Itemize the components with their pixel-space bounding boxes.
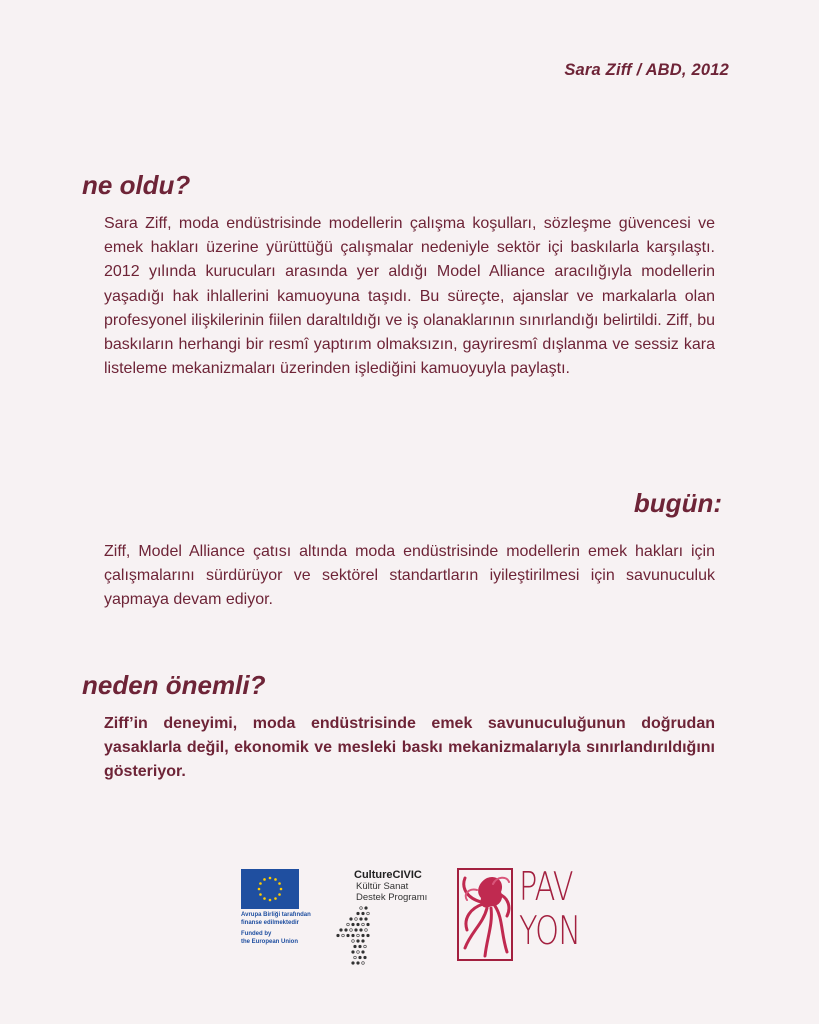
eu-label-line: finanse edilmektedir [241, 919, 300, 926]
sponsor-logos [0, 860, 819, 980]
eu-star-icon [259, 893, 262, 896]
eu-label-line: the European Union [241, 938, 298, 945]
eu-funding-label [241, 912, 321, 946]
culturecivic-dot [357, 923, 360, 926]
culturecivic-dot [354, 945, 357, 948]
culturecivic-arrow-icon [325, 905, 385, 967]
culturecivic-dot [352, 940, 355, 943]
paragraph-today: Ziff, Model Alliance çatısı altında moda endüstrisinde modellerin emek hakları için çalışmalarını sürdürüyor ve sektörel standartların iyileştirilmesi için savunuculuk yapmaya devam ediyor. [104, 543, 715, 609]
eu-star-icon [258, 888, 261, 891]
culturecivic-dot [357, 962, 360, 965]
culturecivic-dot [360, 907, 363, 910]
culturecivic-dot [357, 951, 360, 954]
culturecivic-dot [365, 929, 368, 932]
pavyon-octopus-icon [457, 868, 513, 961]
culturecivic-dot [347, 934, 350, 937]
culturecivic-dot [352, 934, 355, 937]
culturecivic-dot [357, 912, 360, 915]
culturecivic-dot [345, 929, 348, 932]
pavyon-line: YON [519, 909, 581, 954]
pavyon-logo-text [519, 866, 580, 954]
eu-label-line: Funded by [241, 931, 272, 937]
culturecivic-dot [352, 923, 355, 926]
culturecivic-dot [367, 912, 370, 915]
culturecivic-logo-subtitle [356, 882, 427, 903]
culturecivic-sub-line: Kültür Sanat [356, 881, 409, 892]
heading-today: bugün: [633, 488, 722, 518]
eu-star-icon [280, 888, 283, 891]
byline: Sara Ziff / ABD, 2012 [564, 61, 729, 79]
heading-what-happened: ne oldu? [82, 170, 191, 200]
culturecivic-dot [340, 929, 343, 932]
eu-star-icon [263, 878, 266, 881]
culturecivic-dot [367, 923, 370, 926]
heading-why-important: neden önemli? [82, 670, 266, 700]
pavyon-line: PAV [519, 865, 573, 910]
culturecivic-dot [359, 945, 362, 948]
eu-star-icon [274, 897, 277, 900]
culturecivic-dot [362, 912, 365, 915]
culturecivic-dot [360, 918, 363, 921]
eu-star-icon [278, 882, 281, 885]
eu-star-icon [269, 877, 272, 880]
culturecivic-dot [357, 940, 360, 943]
culturecivic-dot [357, 934, 360, 937]
culturecivic-sub-line: Destek Programı [356, 891, 428, 903]
culturecivic-dot [347, 923, 350, 926]
paragraph-why-important: Ziff’in deneyimi, moda endüstrisinde emek savunuculuğunun doğrudan yasaklarla değil, ekonomik ve mesleki baskı mekanizmalarıyla sınırlandırıldığını gösteriyor. [104, 715, 715, 781]
paragraph-what-happened: Sara Ziff, moda endüstrisinde modellerin çalışma koşulları, sözleşme güvencesi ve emek hakları üzerine yürüttüğü çalışmalar nedeniyle sektör içi baskılarla karşılaştı. 2012 yılında kurucuları arasında yer aldığı Model Alliance aracılığıyla modellerin yaşadığı hak ihlallerini kamuoyuna taşıdı. Bu süreçte, ajanslar ve markalarla olan profesyonel ilişkilerinin fiilen daraltıldığı ve iş olanaklarının sınırlandığı belirtildi. Ziff, bu baskıların herhangi bir resmî yaptırım olmaksızın, gayriresmî dışlanma ve sessiz kara listeleme mekanizmaları üzerinden işlediğini kamuoyuyla paylaştı. [104, 215, 715, 378]
eu-label-line: Avrupa Birliği tarafından [241, 912, 311, 918]
eu-star-icon [274, 878, 277, 881]
culturecivic-dot [342, 934, 345, 937]
culturecivic-dot [355, 918, 358, 921]
culturecivic-dot [350, 918, 353, 921]
culturecivic-dot [362, 962, 365, 965]
culturecivic-dot [362, 940, 365, 943]
culturecivic-dot [365, 918, 368, 921]
culturecivic-dot [367, 934, 370, 937]
eu-star-icon [263, 897, 266, 900]
culturecivic-dot [364, 956, 367, 959]
culturecivic-logo-title: CultureCIVIC [354, 869, 422, 881]
culturecivic-dot [365, 907, 368, 910]
culturecivic-dot [362, 923, 365, 926]
culturecivic-dot [337, 934, 340, 937]
culturecivic-dot [360, 929, 363, 932]
culturecivic-dot [359, 956, 362, 959]
culturecivic-dot [352, 951, 355, 954]
culturecivic-dot [362, 951, 365, 954]
eu-star-icon [259, 882, 262, 885]
culturecivic-dot [364, 945, 367, 948]
culturecivic-dot [350, 929, 353, 932]
culturecivic-dot [362, 934, 365, 937]
culturecivic-dot [352, 962, 355, 965]
eu-flag-icon [241, 869, 299, 909]
culturecivic-dot [355, 929, 358, 932]
eu-star-icon [269, 899, 272, 902]
eu-star-icon [278, 893, 281, 896]
culturecivic-dot [354, 956, 357, 959]
